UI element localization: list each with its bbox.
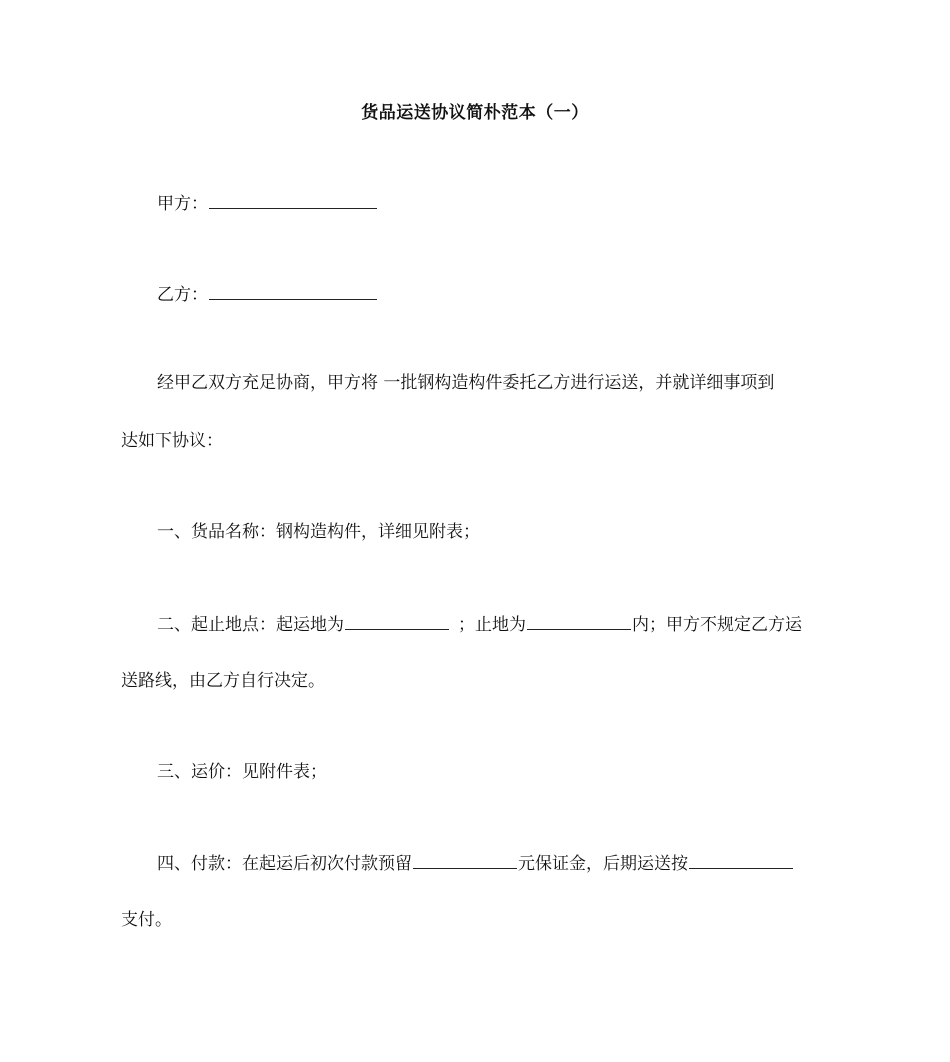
clause-goods-name: 一、货品名称：钢构造构件，详细见附表； <box>157 522 480 542</box>
origin-blank[interactable] <box>345 611 449 630</box>
party-b-line <box>157 281 378 307</box>
party-a-line <box>157 190 378 216</box>
clause-locations-route-text: 内；甲方不规定乙方运 <box>632 615 802 635</box>
clause-freight-rate: 三、运价：见附件表； <box>157 762 327 782</box>
clause-locations-line-2: 送路线，由乙方自行决定。 <box>121 671 325 691</box>
deposit-blank[interactable] <box>413 850 517 869</box>
payment-method-blank[interactable] <box>689 850 793 869</box>
clause-payment-method-label: 元保证金，后期运送按 <box>518 854 688 874</box>
clause-locations-destination-label: ；止地为 <box>458 615 526 635</box>
intro-line-1: 经甲乙双方充足协商，甲方将 一批钢构造构件委托乙方进行运送，并就详细事项到 <box>157 373 775 393</box>
clause-locations-origin-label: 二、起止地点：起运地为 <box>157 615 344 635</box>
clause-payment-deposit-label: 四、付款：在起运后初次付款预留 <box>157 854 412 874</box>
clause-payment-line-2: 支付。 <box>121 910 172 930</box>
party-b-label: 乙方： <box>157 285 208 305</box>
clause-payment-line-1 <box>157 850 794 876</box>
intro-line-2: 达如下协议： <box>121 431 223 451</box>
party-b-blank[interactable] <box>209 281 377 300</box>
party-a-blank[interactable] <box>209 190 377 209</box>
clause-locations-line-1 <box>157 611 802 637</box>
party-a-label: 甲方： <box>157 194 208 214</box>
destination-blank[interactable] <box>527 611 631 630</box>
document-title: 货品运送协议简朴范本（一） <box>361 103 589 123</box>
